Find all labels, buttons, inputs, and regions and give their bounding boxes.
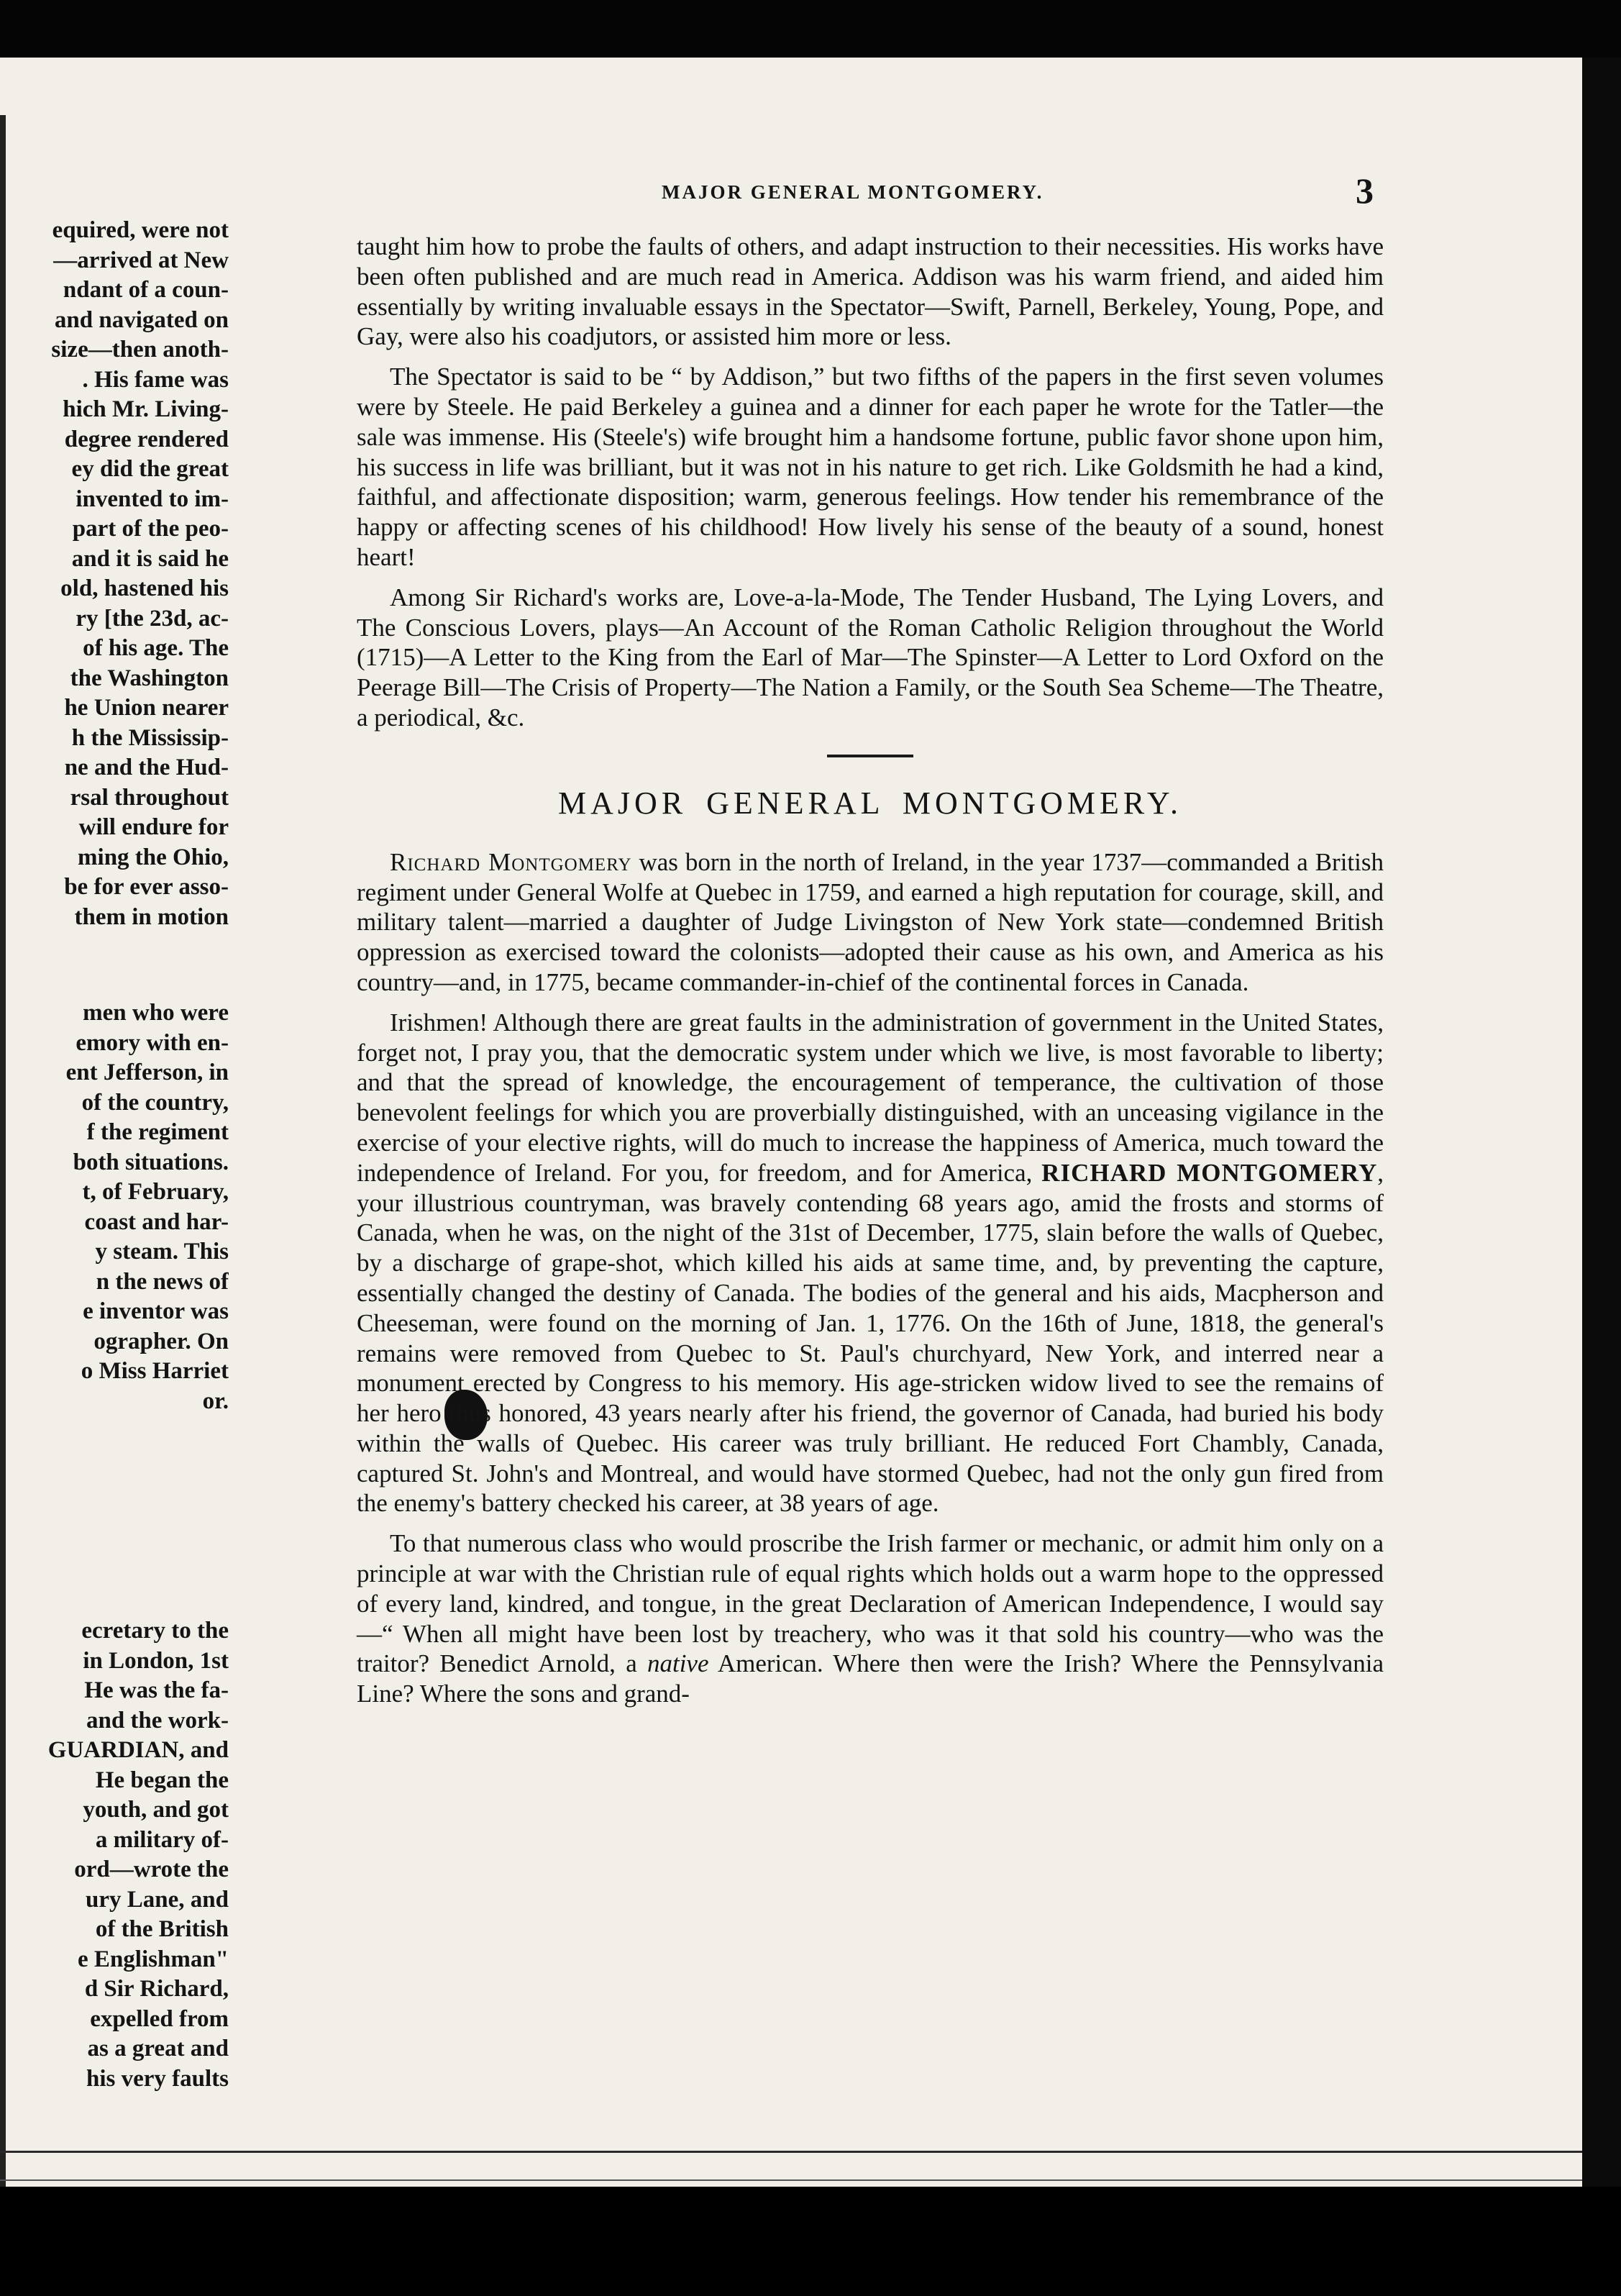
left-fragment-line: old, hastened his (60, 575, 229, 601)
left-fragment-line: f the regiment (86, 1119, 229, 1145)
left-fragment-line: be for ever asso- (64, 874, 229, 900)
left-fragment-line: rsal throughout (70, 784, 229, 811)
left-fragment-line: them in motion (74, 903, 229, 930)
left-fragment-line: size—then anoth- (51, 337, 229, 363)
left-fragment-line: ographer. On (93, 1328, 229, 1354)
left-fragment-line: of his age. The (83, 635, 229, 661)
left-fragment-line: ey did the great (71, 456, 229, 482)
left-fragment-gap (0, 1416, 229, 1616)
left-fragment-line: . His fame was (82, 366, 229, 393)
left-fragment-line: he Union nearer (64, 695, 229, 721)
numerous-class-text-b: American. Where then were the Irish? Where the Pennsylvania Line? Where the sons and grand- (357, 1649, 1384, 1708)
left-fragment-line: ming the Ohio, (78, 844, 229, 870)
left-fragment-line: —arrived at New (53, 247, 229, 273)
left-fragment-line: ury Lane, and (86, 1886, 229, 1913)
left-fragment-line: ne and the Hud- (64, 755, 229, 780)
left-fragment-line: d Sir Richard, (84, 1976, 229, 2002)
left-fragment-gap (0, 932, 229, 998)
left-fragment-line: a military of- (95, 1826, 229, 1853)
left-fragment-line: t, of February, (82, 1179, 229, 1205)
left-fragment-line: coast and har- (84, 1208, 229, 1235)
left-fragment-line: ndant of a coun- (63, 277, 229, 303)
left-fragment-line: part of the peo- (72, 516, 229, 542)
richard-montgomery-caps: RICHARD MONTGOMERY (1041, 1158, 1378, 1187)
left-fragment-line: o Miss Harriet (81, 1358, 229, 1384)
paragraph-montgomery-bio (357, 847, 1384, 998)
left-fragment-line: men who were (83, 1000, 229, 1026)
left-fragment-line: expelled from (90, 2005, 229, 2032)
left-fragment-line: or. (202, 1388, 229, 1414)
left-fragment-line: degree rendered (64, 426, 229, 452)
left-fragment-line: h the Mississip- (71, 724, 229, 751)
left-fragment-line: youth, and got (83, 1797, 229, 1823)
left-fragment-line: n the news of (96, 1268, 229, 1295)
native-italic: native (647, 1649, 709, 1678)
page-number: 3 (1356, 170, 1374, 211)
left-fragment-line: of the British (95, 1916, 229, 1942)
montgomery-name-smallcaps: Richard Montgomery (390, 847, 632, 876)
left-fragment-line: e Englishman" (78, 1946, 229, 1972)
section-divider (827, 755, 913, 757)
left-fragment-line: hich Mr. Living- (63, 396, 229, 422)
montgomery-bio-text: was born in the north of Ireland, in the year 1737—commanded a British regiment under General Wolfe at Quebec in 1759, and earned a high reputation for courage, skill, and military talent—married a daughter of Judge Livingston of New York state—condemned British oppression as exercised toward the colonists—adopted their cause as his own, and America as his country—and, in 1775, became commander-in-chief of the continental forces in Canada. (357, 847, 1384, 996)
left-fragment-line: emory with en- (76, 1029, 229, 1056)
bottom-dark-border (0, 2187, 1621, 2296)
left-fragment-line: as a great and (87, 2036, 229, 2062)
left-fragment-line: He was the fa- (84, 1677, 229, 1703)
left-fragment-line: in London, 1st (83, 1647, 229, 1674)
main-column (357, 232, 1384, 1709)
left-fragment-line: He began the (95, 1767, 229, 1793)
left-fragment-line: GUARDIAN, and (47, 1737, 229, 1763)
left-fragment-line: both situations. (73, 1149, 229, 1175)
paragraph-steele-works: Among Sir Richard's works are, Love-a-la-Mode, The Tender Husband, The Lying Lovers, and The Conscious Lovers, plays—An Account of the Roman Catholic Religion throughout the World (1715)—A Letter to the King from the Earl of Mar—The Spinster—A Letter to Lord Oxford on the Peerage Bill—The Crisis of Property—The Nation a Family, or the South Sea Scheme—The Theatre, a periodical, &c. (357, 583, 1384, 732)
left-fragment-line: will endure for (78, 814, 229, 840)
left-fragment-line: ecretary to the (81, 1618, 229, 1644)
irishmen-text-b: , your illustrious countryman, was bravely contending 68 years ago, amid the frosts and storms of Canada, when he was, on the night of the 31st of December, 1775, slain before the walls of Quebec, by a discharge of grape-shot, which killed his aids at same time, and, by preventing the capture, essentially changed the destiny of Canada. The bodies of the general and his aids, Macpherson and Cheeseman, were found on the morning of Jan. 1, 1776. On the 16th of June, 1818, the general's remains were removed from Quebec to St. Paul's churchyard, New York, and interred near a monument erected by Congress to his memory. His age-stricken widow lived to see the remains of her hero thus honored, 43 years nearly after his friend, the governor of Canada, had buried his body within the walls of Quebec. His career was truly brilliant. He reduced Fort Chambly, Canada, captured St. John's and Montreal, and would have stormed Quebec, had not the only gun fired from the enemy's battery checked his career, at 38 years of age. (357, 1158, 1384, 1518)
left-column-fragments (0, 216, 229, 2094)
footer-rule-secondary (0, 2179, 1582, 2181)
left-fragment-line: ent Jefferson, in (65, 1060, 229, 1085)
paragraph-steele-continued: taught him how to probe the faults of others, and adapt instruction to their necessities. His works have been often published and are much read in America. Addison was his warm friend, and aided him essentially by writing invaluable essays in the Spectator—Swift, Parnell, Berkeley, Young, Pope, and Gay, were also his coadjutors, or assisted him more or less. (357, 232, 1384, 351)
numerous-class-text-a: To that numerous class who would proscribe the Irish farmer or mechanic, or admit him only on a principle at war with the Christian rule of equal rights which holds out a warm hope to the oppressed of every land, kindred, and tongue, in the great Declaration of American Independence, I would say—“ When all might have been lost by treachery, who was it that sold his country—who was the traitor? Benedict Arnold, a (357, 1529, 1384, 1678)
footer-rule (0, 2151, 1582, 2153)
paragraph-spectator: The Spectator is said to be “ by Addison,” but two fifths of the papers in the first seven volumes were by Steele. He paid Berkeley a guinea and a dinner for each paper he wrote for the Tatler—the sale was immense. His (Steele's) wife brought him a handsome fortune, public favor shone upon him, his success in life was brilliant, but it was not in his nature to get rich. Like Goldsmith he had a kind, faithful, and affectionate disposition; warm, generous feelings. How tender his remembrance of the happy or affecting scenes of his childhood! How lively his sense of the beauty of a sound, honest heart! (357, 363, 1384, 571)
left-fragment-line: ord—wrote the (74, 1857, 229, 1882)
left-fragment-line: the Washington (70, 665, 229, 691)
left-fragment-line: his very faults (86, 2065, 229, 2092)
left-fragment-line: equired, were not (52, 217, 229, 243)
left-fragment-line: and navigated on (54, 306, 229, 333)
left-fragment-line: ry [the 23d, ac- (76, 605, 229, 632)
irishmen-text-a: Irishmen! Although there are great faults in the administration of government in the United States, forget not, I pray you, that the democratic system under which we live, is most favorable to liberty; and that the spread of knowledge, the encouragement of temperance, the cultivation of those benevolent feelings for which you are proverbially distinguished, with an unceasing vigilance in the exercise of your elective rights, will do much to increase the happiness of America, much toward the independence of Ireland. For you, for freedom, and for America, (357, 1008, 1384, 1187)
left-fragment-line: of the country, (81, 1089, 229, 1116)
left-fragment-line: and it is said he (71, 545, 229, 572)
running-head: MAJOR GENERAL MONTGOMERY. (662, 181, 1044, 203)
section-title: MAJOR GENERAL MONTGOMERY. (558, 785, 1182, 821)
left-fragment-line: e inventor was (83, 1298, 229, 1324)
right-dark-margin (1582, 58, 1621, 2187)
paragraph-irishmen (357, 1008, 1384, 1519)
left-fragment-line: y steam. This (95, 1239, 229, 1265)
paragraph-numerous-class (357, 1529, 1384, 1709)
left-fragment-line: invented to im- (76, 486, 229, 512)
left-fragment-line: and the work- (86, 1707, 229, 1734)
